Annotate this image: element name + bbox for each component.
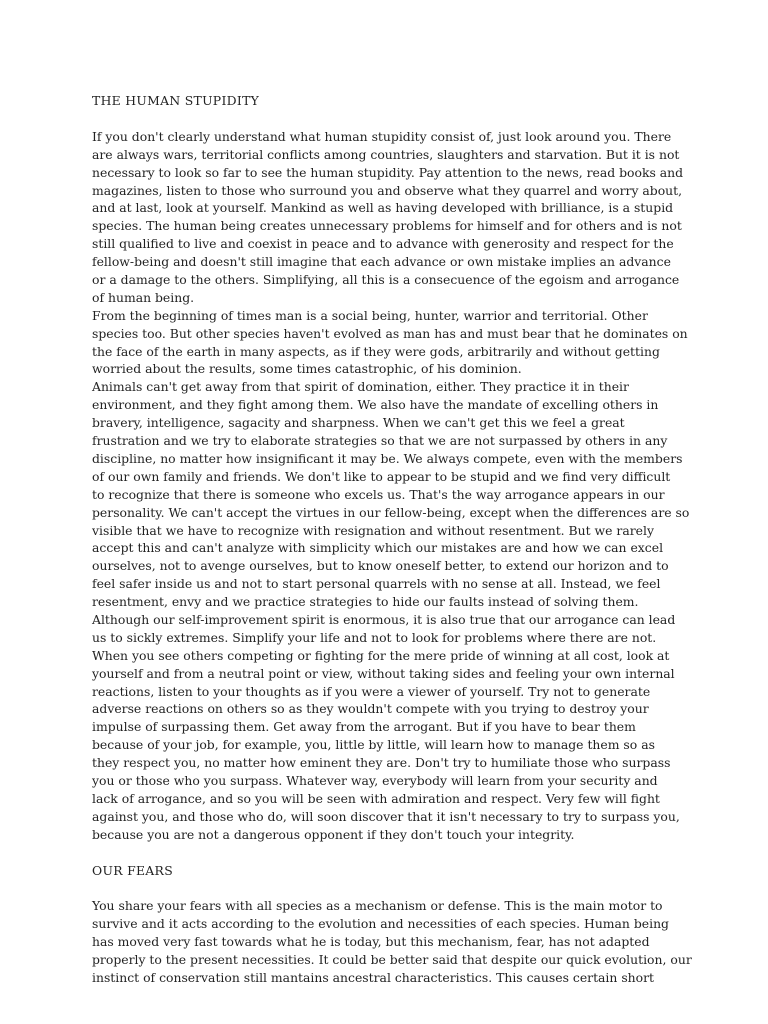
text-line: adverse reactions on others so as they wouldn't compete with you trying to destroy your: [92, 701, 649, 717]
text-line: us to sickly extremes. Simplify your life and not to look for problems where there are not.: [92, 629, 657, 645]
text-line: environment, and they fight among them. We also have the mandate of excelling others in: [92, 397, 659, 413]
text-line: personality. We can't accept the virtues in our fellow-being, except when the differences are so: [92, 504, 690, 520]
text-line: magazines, listen to those who surround you and observe what they quarrel and worry about,: [92, 182, 683, 198]
text-line: feel safer inside us and not to start personal quarrels with no sense at all. Instead, we feel: [92, 576, 661, 592]
text-line: of human being.: [92, 289, 195, 305]
section-body-our-fears: [92, 897, 692, 986]
text-line: worried about the results, some times catastrophic, of his dominion.: [92, 361, 522, 377]
text-line: to recognize that there is someone who excels us. That's the way arrogance appears in our: [92, 486, 665, 502]
text-line: properly to the present necessities. It could be better said that despite our quick evolution, our: [92, 952, 692, 968]
document-body: [92, 92, 692, 987]
text-line: lack of arrogance, and so you will be seen with admiration and respect. Very few will fight: [92, 790, 660, 806]
spacer: [92, 110, 692, 128]
text-line: From the beginning of times man is a social being, hunter, warrior and territorial. Other: [92, 307, 648, 323]
text-line: resentment, envy and we practice strategies to hide our faults instead of solving them.: [92, 594, 639, 610]
text-line: fellow-being and doesn't still imagine that each advance or own mistake implies an advance: [92, 254, 671, 270]
text-line: necessary to look so far to see the human stupidity. Pay attention to the news, read books and: [92, 164, 684, 180]
text-line: You share your fears with all species as a mechanism or defense. This is the main motor to: [92, 898, 663, 914]
text-line: yourself and from a neutral point or view, without taking sides and feeling your own internal: [92, 665, 675, 681]
text-line: Animals can't get away from that spirit of domination, either. They practice it in their: [92, 379, 629, 395]
text-line: has moved very fast towards what he is today, but this mechanism, fear, has not adapted: [92, 934, 650, 950]
text-line: ourselves, not to avenge ourselves, but to know oneself better, to extend our horizon and to: [92, 558, 669, 574]
text-line: discipline, no matter how insignificant it may be. We always compete, even with the members: [92, 450, 683, 466]
section-heading-human-stupidity: THE HUMAN STUPIDITY: [92, 93, 260, 108]
text-line: against you, and those who do, will soon discover that it isn't necessary to try to surpass you,: [92, 808, 680, 824]
text-line: are always wars, territorial conflicts among countries, slaughters and starvation. But it is not: [92, 146, 680, 162]
text-line: Although our self-improvement spirit is enormous, it is also true that our arrogance can lead: [92, 611, 676, 627]
section-body-human-stupidity: [92, 128, 692, 844]
text-line: If you don't clearly understand what human stupidity consist of, just look around you. There: [92, 128, 672, 144]
spacer: [92, 844, 692, 862]
text-line: survive and it acts according to the evolution and necessities of each species. Human being: [92, 916, 669, 932]
text-line: reactions, listen to your thoughts as if you were a viewer of yourself. Try not to generate: [92, 683, 651, 699]
text-line: impulse of surpassing them. Get away from the arrogant. But if you have to bear them: [92, 719, 636, 735]
text-line: instinct of conservation still mantains ancestral characteristics. This causes certain short: [92, 970, 655, 985]
text-line: species too. But other species haven't evolved as man has and must bear that he dominates on: [92, 325, 688, 341]
text-line: still qualified to live and coexist in peace and to advance with generosity and respect for the: [92, 236, 674, 252]
text-line: or a damage to the others. Simplifying, all this is a consecuence of the egoism and arrogance: [92, 272, 680, 288]
text-line: the face of the earth in many aspects, as if they were gods, arbitrarily and without getting: [92, 343, 660, 359]
text-line: When you see others competing or fighting for the mere pride of winning at all cost, look at: [92, 647, 670, 663]
text-line: because of your job, for example, you, little by little, will learn how to manage them so as: [92, 737, 655, 753]
text-line: they respect you, no matter how eminent they are. Don't try to humiliate those who surpass: [92, 755, 671, 771]
text-line: because you are not a dangerous opponent if they don't touch your integrity.: [92, 826, 575, 842]
text-line: you or those who you surpass. Whatever way, everybody will learn from your security and: [92, 772, 658, 788]
section-heading-our-fears: OUR FEARS: [92, 862, 173, 878]
text-line: visible that we have to recognize with resignation and without resentment. But we rarely: [92, 522, 654, 538]
spacer: [92, 879, 692, 897]
text-line: species. The human being creates unnecessary problems for himself and for others and is not: [92, 218, 682, 234]
text-line: bravery, intelligence, sagacity and sharpness. When we can't get this we feel a great: [92, 415, 625, 431]
text-line: of our own family and friends. We don't like to appear to be stupid and we find very difficult: [92, 468, 671, 484]
text-line: and at last, look at yourself. Mankind as well as having developed with brilliance, is a stupid: [92, 200, 674, 216]
text-line: frustration and we try to elaborate strategies so that we are not surpassed by others in any: [92, 433, 668, 449]
text-line: accept this and can't analyze with simplicity which our mistakes are and how we can excel: [92, 540, 664, 556]
